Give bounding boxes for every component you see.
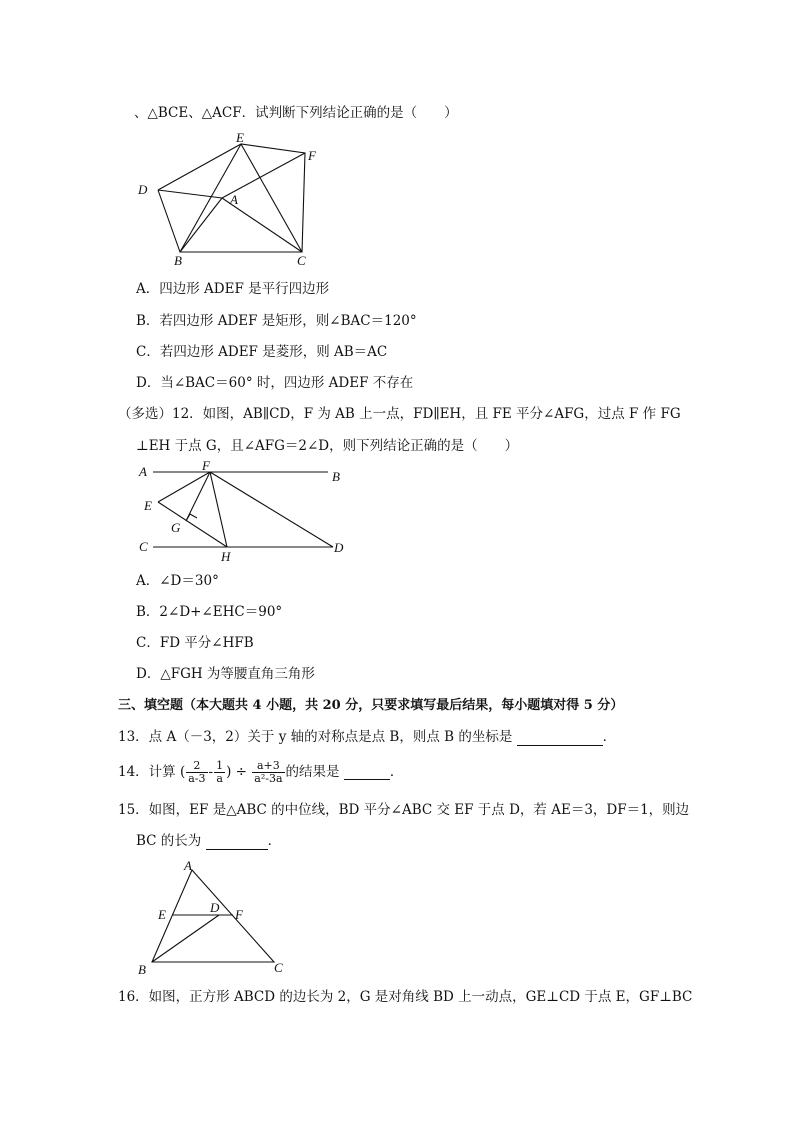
q14-divide: ) ÷ [226, 764, 252, 780]
q14-fraction-3 [252, 760, 284, 785]
q15-end: ． [267, 833, 282, 849]
q11-label-E: E [236, 130, 244, 145]
q15-label-E: E [158, 907, 166, 922]
q14-fraction-1 [186, 760, 207, 785]
q15-figure [132, 856, 292, 978]
q15-stem-line1: 15．如图，EF 是△ABC 的中位线，BD 平分∠ABC 交 EF 于点 D，若 AE＝3，DF＝1，则边 [118, 802, 690, 818]
q14-answer-blank[interactable] [344, 765, 390, 780]
q15-answer-blank[interactable] [206, 835, 268, 850]
q14-prefix: 14．计算 ( [118, 764, 186, 780]
q15-label-B: B [138, 962, 146, 977]
q13-end: ． [602, 729, 617, 745]
q12-figure [135, 460, 350, 565]
q12-option-b: B．2∠D+∠EHC＝90° [136, 604, 283, 620]
q12-stem-line1: （多选）12．如图，AB∥CD，F 为 AB 上一点，FD∥EH，且 FE 平分∠AFG，过点 F 作 FG [118, 406, 681, 422]
q12-option-a: A．∠D＝30° [136, 573, 219, 589]
q12-label-E: E [144, 498, 152, 513]
q13-answer-blank[interactable] [517, 731, 603, 746]
q14-suffix: 的结果是 [285, 764, 344, 780]
q14-fraction-2 [214, 760, 225, 785]
q11-label-C: C [297, 253, 306, 268]
q13-text: 13．点 A（－3，2）关于 y 轴的对称点是点 B，则点 B 的坐标是 [118, 729, 517, 745]
q12-label-C: C [139, 539, 148, 554]
q14-minus: - [208, 764, 214, 780]
section-heading: 三、填空题（本大题共 4 小题，共 20 分，只要求填写最后结果，每小题填对得 5 分） [118, 698, 624, 713]
q11-option-c: C．若四边形 ADEF 是菱形，则 AB＝AC [136, 344, 388, 360]
q16-stem-line1: 16．如图，正方形 ABCD 的边长为 2，G 是对角线 BD 上一动点，GE⊥CD 于点 E，GF⊥BC [118, 989, 693, 1005]
q15-text: BC 的长为 [136, 833, 206, 849]
q12-stem-line2: ⊥EH 于点 G，且∠AFG＝2∠D，则下列结论正确的是（ ） [136, 438, 519, 454]
q12-option-d: D．△FGH 为等腰直角三角形 [136, 666, 315, 682]
q12-label-B: B [332, 469, 340, 484]
q14-frac1-numerator: 2 [186, 760, 207, 773]
q12-label-A: A [139, 464, 147, 479]
q11-option-d: D．当∠BAC＝60° 时，四边形 ADEF 不存在 [136, 375, 414, 391]
q12-option-c: C．FD 平分∠HFB [136, 635, 254, 651]
q14-frac3-numerator: a+3 [252, 760, 284, 773]
q14-frac2-denominator: a [216, 772, 223, 785]
q14-line [118, 752, 403, 792]
q15-label-C: C [274, 960, 283, 975]
q11-figure [130, 128, 330, 270]
q12-label-D: D [334, 540, 344, 555]
q12-label-H: H [221, 549, 231, 564]
q15-label-A: A [184, 858, 192, 873]
q11-label-A: A [230, 192, 238, 207]
q12-label-F: F [202, 460, 210, 473]
q12-label-G: G [171, 520, 181, 535]
q15-label-F: F [235, 907, 243, 922]
q11-label-F: F [308, 148, 316, 163]
q14-frac3-denominator: a²-3a [254, 772, 283, 785]
q14-frac2-numerator: 1 [216, 759, 224, 772]
q11-label-D: D [138, 182, 148, 197]
q11-option-b: B．若四边形 ADEF 是矩形，则∠BAC＝120° [136, 313, 417, 329]
q11-option-a: A．四边形 ADEF 是平行四边形 [136, 281, 330, 297]
q11-label-B: B [174, 253, 182, 268]
q11-stem: 、△BCE、△ACF．试判断下列结论正确的是（ ） [134, 105, 458, 121]
q15-stem-line2 [136, 832, 281, 850]
q13-line [118, 728, 616, 746]
q14-end: ． [389, 764, 404, 780]
q14-frac1-denominator: a-3 [188, 772, 206, 785]
q15-label-D: D [210, 900, 220, 915]
